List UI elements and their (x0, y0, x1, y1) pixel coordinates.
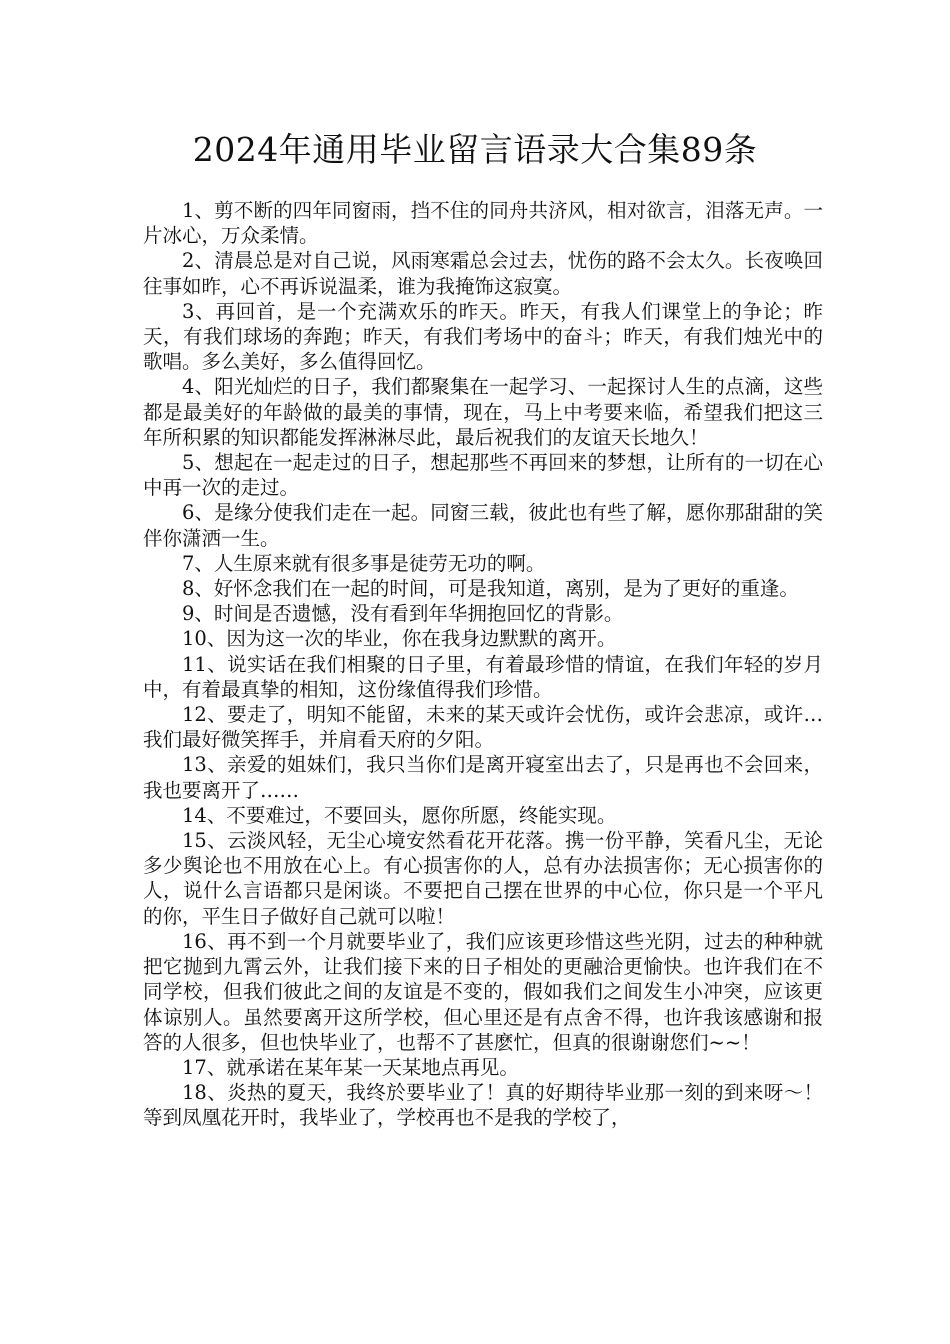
paragraph: 4、阳光灿烂的日子，我们都聚集在一起学习、一起探讨人生的点滴，这些都是最美好的年龄做的最美的事情，现在，马上中考要来临，希望我们把这三年所积累的知识都能发挥淋淋尽此，最后祝我们的友谊天长地久！ (143, 375, 823, 449)
paragraph: 12、要走了，明知不能留，未来的某天或许会忧伤，或许会悲凉，或许…我们最好微笑挥手，并肩看天府的夕阳。 (143, 703, 823, 752)
paragraph: 8、好怀念我们在一起的时间，可是我知道，离别，是为了更好的重逢。 (182, 577, 799, 601)
paragraph: 10、因为这一次的毕业，你在我身边默默的离开。 (182, 627, 617, 651)
paragraph: 15、云淡风轻，无尘心境安然看花开花落。携一份平静，笑看凡尘，无论多少舆论也不用放在心上。有心损害你的人，总有办法损害你；无心损害你的人，说什么言语都只是闲谈。不要把自己摆在世界的中心位，你只是一个平凡的你，平生日子做好自己就可以啦！ (143, 829, 823, 928)
paragraph: 9、时间是否遗憾，没有看到年华拥抱回忆的背影。 (182, 602, 624, 626)
paragraph: 7、人生原来就有很多事是徒劳无功的啊。 (182, 551, 546, 575)
paragraph: 3、再回首，是一个充满欢乐的昨天。昨天，有我人们课堂上的争论；昨天，有我们球场的奔跑；昨天，有我们考场中的奋斗；昨天，有我们烛光中的歌唱。多么美好，多么值得回忆。 (143, 299, 823, 374)
paragraph: 2、清晨总是对自己说，风雨寒霜总会过去，忧伤的路不会太久。长夜唤回往事如昨，心不再诉说温柔，谁为我掩饰这寂寞。 (143, 249, 823, 298)
paragraph: 1、剪不断的四年同窗雨，挡不住的同舟共济风，相对欲言，泪落无声。一片冰心，万众柔情。 (143, 199, 823, 248)
document-title: 2024年通用毕业留言语录大合集89条 (192, 130, 758, 169)
paragraph: 6、是缘分使我们走在一起。同窗三载，彼此也有些了解，愿你那甜甜的笑伴你潇洒一生。 (143, 501, 823, 550)
paragraph: 11、说实话在我们相聚的日子里，有着最珍惜的情谊，在我们年轻的岁月中，有着最真挚的相知，这份缘值得我们珍惜。 (143, 652, 823, 701)
paragraph: 17、就承诺在某年某一天某地点再见。 (182, 1055, 519, 1079)
paragraph: 16、再不到一个月就要毕业了，我们应该更珍惜这些光阴，过去的种种就把它抛到九霄云外，让我们接下来的日子相处的更融洽更愉快。也许我们在不同学校，但我们彼此之间的友谊是不变的，假如我们之间发生小冲突，应该更体谅别人。虽然要离开这所学校，但心里还是有点舍不得，也许我该感谢和报答的人很多，但也快毕业了，也帮不了甚麽忙，但真的很谢谢您们~~！ (143, 929, 823, 1054)
paragraph: 14、不要难过，不要回头，愿你所愿，终能实现。 (182, 803, 617, 827)
paragraph: 5、想起在一起走过的日子，想起那些不再回来的梦想，让所有的一切在心中再一次的走过。 (143, 451, 823, 500)
paragraph: 13、亲爱的姐妹们，我只当你们是离开寝室出去了，只是再也不会回来，我也要离开了…… (143, 753, 823, 802)
document-body (143, 198, 823, 1131)
paragraph: 18、炎热的夏天，我终於要毕业了！真的好期待毕业那一刻的到来呀～！等到凤凰花开时，我毕业了，学校再也不是我的学校了， (143, 1081, 823, 1130)
